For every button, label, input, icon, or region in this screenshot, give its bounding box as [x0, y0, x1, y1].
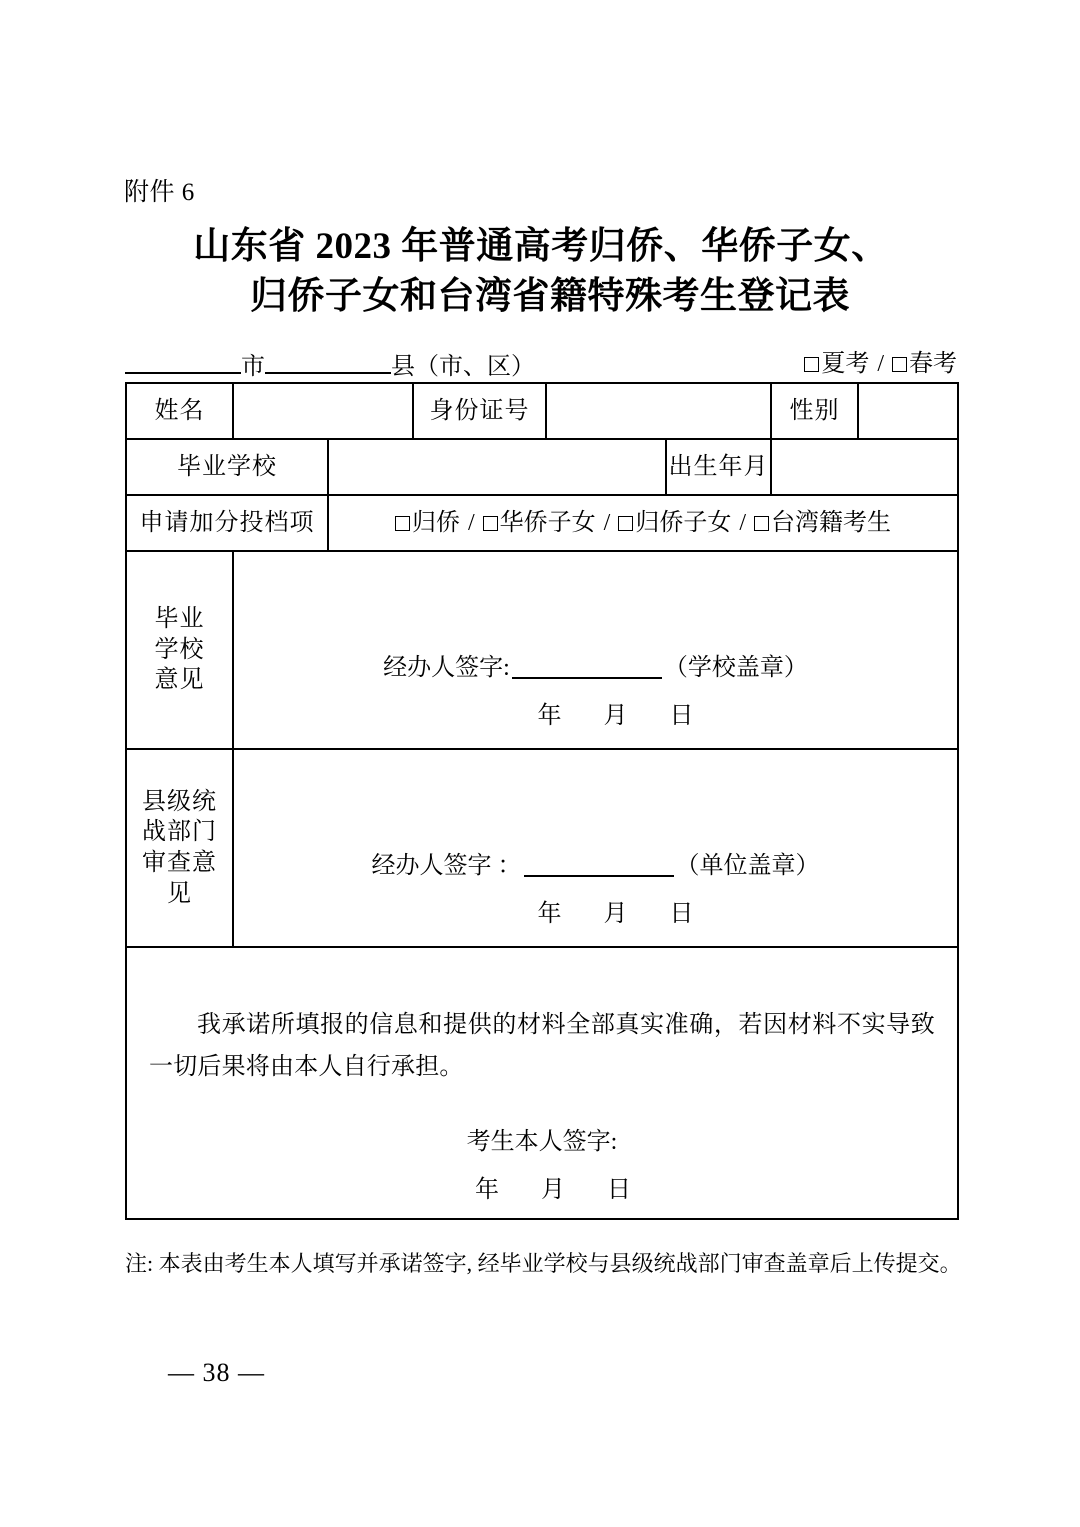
school-opinion-body	[233, 551, 958, 749]
checkbox-summer-exam[interactable]	[804, 357, 819, 372]
attachment-label: 附件 6	[124, 179, 195, 206]
table-row-school-birth	[126, 439, 958, 495]
candidate-signature-label: 考生本人签字:	[466, 1129, 618, 1155]
school-signature-line	[234, 650, 957, 686]
id-number-label: 身份证号	[413, 383, 546, 439]
bonus-option-label-2: 华侨子女	[499, 509, 596, 536]
county-opinion-label-line-3: 审查意	[142, 850, 217, 876]
exam-type-label-summer: 夏考	[821, 351, 870, 377]
page-title	[125, 222, 957, 322]
name-label: 姓名	[126, 383, 233, 439]
bonus-separator-2: /	[603, 509, 611, 536]
school-opinion-label	[126, 551, 233, 749]
promise-cell	[126, 947, 958, 1219]
county-input[interactable]	[265, 348, 391, 374]
exam-type-options	[804, 348, 957, 380]
candidate-signature-line	[127, 1124, 957, 1160]
county-signature-line	[234, 848, 957, 884]
county-opinion-label	[126, 749, 233, 947]
gender-input-cell[interactable]	[858, 383, 958, 439]
county-date-month: 月	[603, 901, 628, 927]
school-signature-label: 经办人签字:	[383, 655, 510, 681]
birth-date-input-cell[interactable]	[771, 439, 958, 495]
bonus-category-options	[328, 495, 958, 551]
footnote: 注: 本表由考生本人填写并承诺签字, 经毕业学校与县级统战部门审查盖章后上传提交。	[125, 1251, 962, 1276]
candidate-date-month: 月	[541, 1177, 565, 1203]
bonus-option-label-1: 归侨	[411, 509, 460, 536]
county-signature-date	[234, 896, 957, 932]
city-input[interactable]	[125, 348, 241, 374]
bonus-option-label-4: 台湾籍考生	[771, 509, 891, 536]
bonus-separator-3: /	[739, 509, 746, 536]
exam-type-separator: /	[877, 351, 884, 377]
county-suffix-label: 县（市、区）	[391, 354, 535, 380]
bonus-separator-1: /	[467, 509, 475, 536]
table-row-promise	[126, 947, 958, 1219]
registration-form-table	[125, 382, 959, 1220]
county-opinion-label-line-1: 县级统	[142, 788, 217, 815]
checkbox-taiwan-registered-candidate[interactable]	[754, 516, 769, 531]
school-opinion-label-line-1: 毕业	[154, 605, 205, 632]
county-signature-label: 经办人签字 ：	[371, 853, 522, 879]
title-line-1: 山东省 2023 年普通高考归侨、华侨子女、	[193, 226, 889, 267]
candidate-date-year: 年	[475, 1177, 499, 1203]
school-signature-input[interactable]	[512, 655, 662, 679]
school-date-day: 日	[669, 703, 694, 729]
school-date-month: 月	[603, 703, 628, 729]
county-seal-note: （单位盖章）	[675, 853, 820, 879]
county-date-day: 日	[669, 901, 694, 927]
checkbox-spring-exam[interactable]	[892, 357, 907, 372]
graduation-school-label: 毕业学校	[126, 439, 328, 495]
exam-type-label-spring: 春考	[909, 351, 957, 377]
gender-label: 性别	[771, 383, 858, 439]
promise-text: 我承诺所填报的信息和提供的材料全部真实准确，若因材料不实导致一切后果将由本人自行承担。	[149, 1012, 935, 1080]
school-date-year: 年	[537, 703, 562, 729]
table-row-identity	[126, 383, 958, 439]
candidate-date-day: 日	[607, 1177, 631, 1203]
county-opinion-body	[233, 749, 958, 947]
city-suffix-label: 市	[241, 354, 265, 380]
table-row-bonus-category	[126, 495, 958, 551]
bonus-option-label-3: 归侨子女	[635, 509, 732, 536]
table-row-school-opinion	[126, 551, 958, 749]
name-input-cell[interactable]	[233, 383, 413, 439]
page-number: — 38 —	[168, 1358, 265, 1387]
county-signature-block	[234, 764, 957, 932]
title-line-2: 归侨子女和台湾省籍特殊考生登记表	[250, 276, 850, 317]
checkbox-overseas-chinese-child[interactable]	[483, 516, 498, 531]
school-signature-date	[234, 698, 957, 734]
school-opinion-label-line-3: 意见	[154, 667, 205, 694]
table-row-county-opinion	[126, 749, 958, 947]
region-and-exam-type-line	[125, 348, 957, 380]
birth-date-label: 出生年月	[666, 439, 771, 495]
checkbox-returned-overseas-chinese-child[interactable]	[618, 516, 633, 531]
id-number-input-cell[interactable]	[546, 383, 771, 439]
school-signature-block	[234, 566, 957, 734]
school-opinion-label-line-2: 学校	[154, 636, 205, 663]
bonus-category-label: 申请加分投档项	[126, 495, 328, 551]
county-opinion-label-line-4: 见	[167, 880, 192, 907]
graduation-school-input-cell[interactable]	[328, 439, 666, 495]
candidate-signature-block	[127, 1088, 957, 1208]
county-opinion-label-line-2: 战部门	[142, 819, 217, 846]
checkbox-returned-overseas-chinese[interactable]	[395, 516, 410, 531]
candidate-signature-date	[127, 1172, 957, 1208]
school-seal-note: （学校盖章）	[663, 655, 808, 681]
county-signature-input[interactable]	[524, 853, 674, 877]
county-date-year: 年	[537, 901, 562, 927]
